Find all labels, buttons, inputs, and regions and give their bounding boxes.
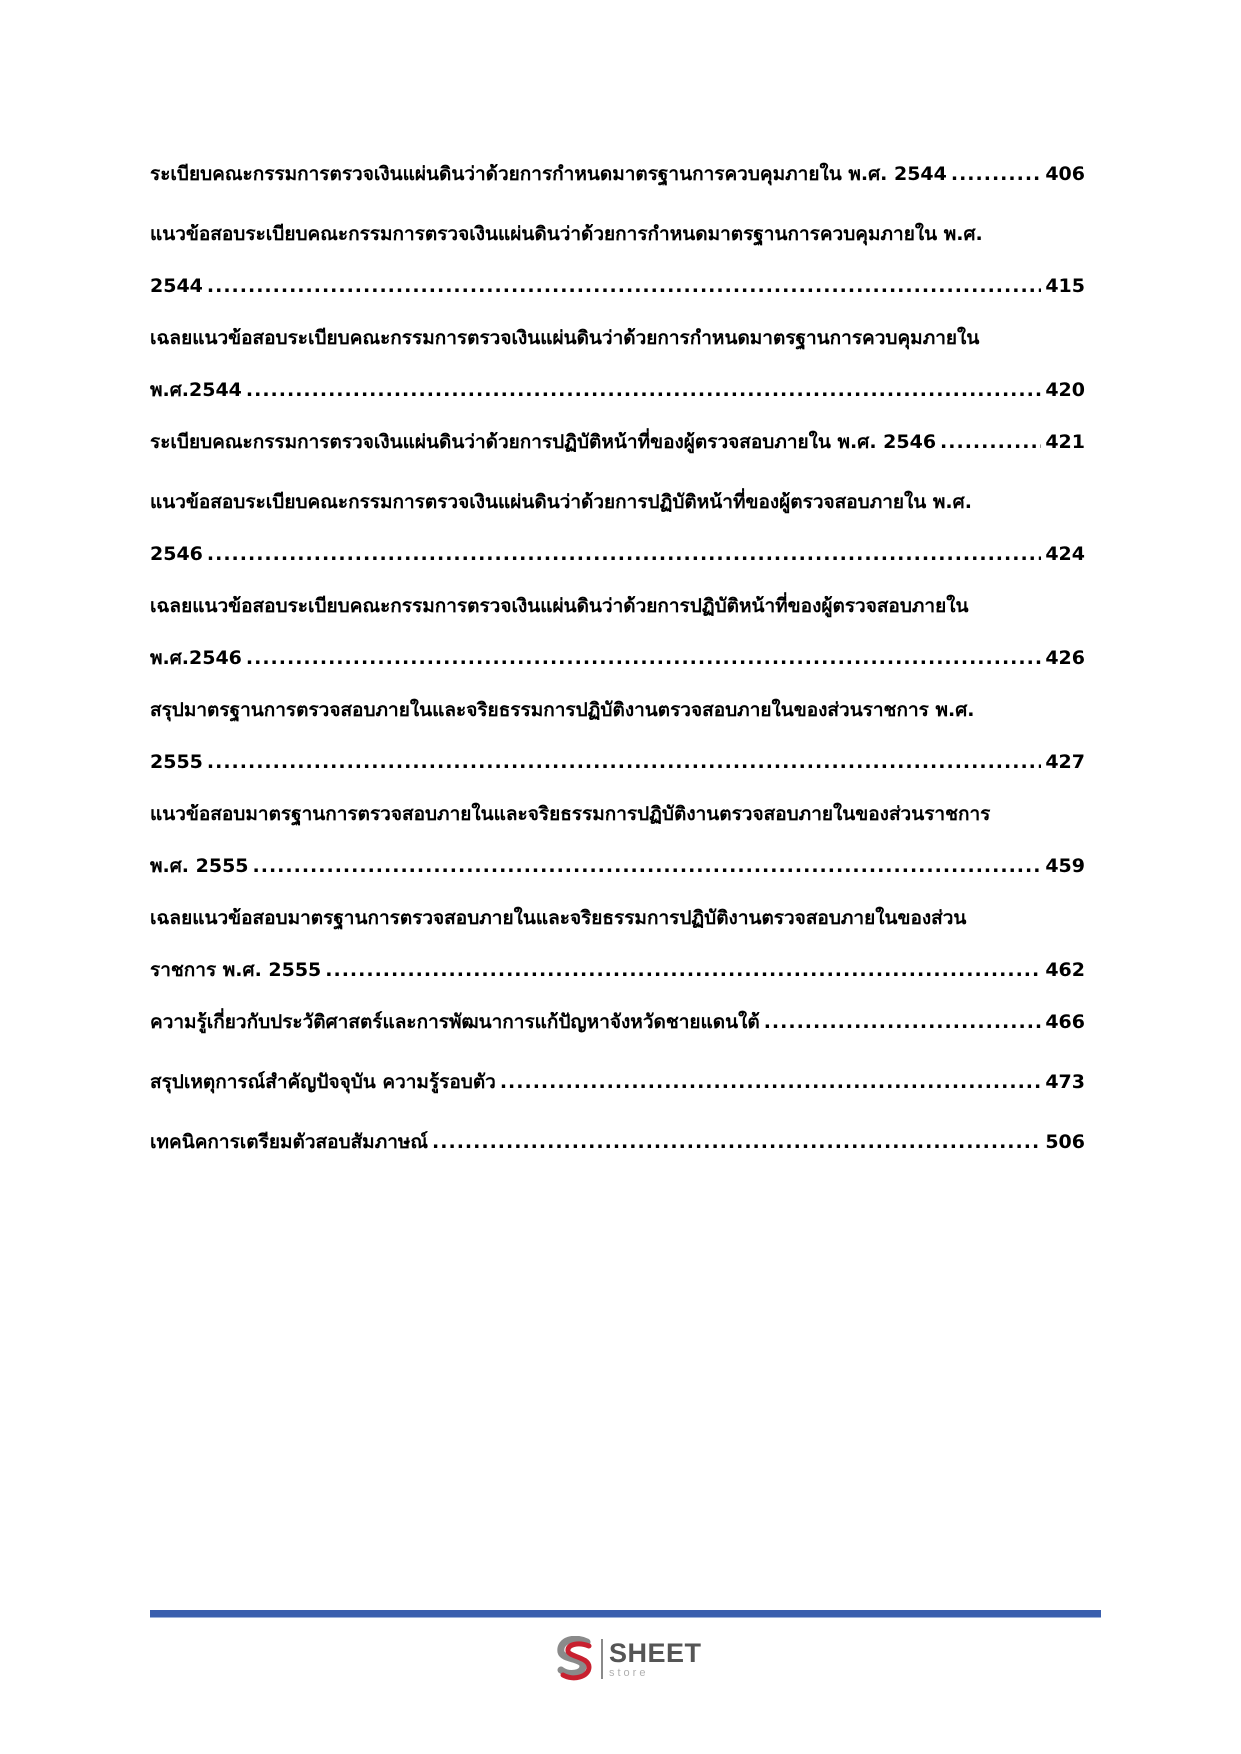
leader-dots bbox=[500, 1056, 1041, 1108]
toc-entry-title: สรุปเหตุการณ์สำคัญปัจจุบัน ความรู้รอบตัว bbox=[150, 1071, 496, 1093]
toc-entry-page: 420 bbox=[1045, 379, 1085, 401]
footer-rule bbox=[150, 1610, 1101, 1617]
leader-dots bbox=[246, 364, 1041, 416]
toc-entry-title-cont: 2544 bbox=[150, 275, 203, 297]
toc-entry-page: 459 bbox=[1045, 855, 1085, 877]
leader-dots bbox=[207, 736, 1041, 788]
toc-entry[interactable] bbox=[150, 476, 1085, 580]
toc-entry-page: 427 bbox=[1045, 751, 1085, 773]
toc-entry-title-cont: พ.ศ.2546 bbox=[150, 647, 242, 669]
toc-entry[interactable] bbox=[150, 788, 1085, 892]
toc-entry-title: เทคนิคการเตรียมตัวสอบสัมภาษณ์ bbox=[150, 1131, 429, 1153]
toc-entry-title: เฉลยแนวข้อสอบมาตรฐานการตรวจสอบภายในและจริยธรรมการปฏิบัติงานตรวจสอบภายในของส่วน bbox=[150, 907, 967, 929]
toc-entry[interactable] bbox=[150, 312, 1085, 416]
toc-entry-title: แนวข้อสอบระเบียบคณะกรรมการตรวจเงินแผ่นดินว่าด้วยการกำหนดมาตรฐานการควบคุมภายใน พ.ศ. bbox=[150, 223, 983, 245]
toc-entry-title: เฉลยแนวข้อสอบระเบียบคณะกรรมการตรวจเงินแผ่นดินว่าด้วยการกำหนดมาตรฐานการควบคุมภายใน bbox=[150, 327, 980, 349]
toc-entry-title: ความรู้เกี่ยวกับประวัติศาสตร์และการพัฒนาการแก้ปัญหาจังหวัดชายแดนใต้ bbox=[150, 1011, 760, 1033]
toc-entry-page: 462 bbox=[1045, 959, 1085, 981]
toc-entry-title-cont: ราชการ พ.ศ. 2555 bbox=[150, 959, 322, 981]
toc-entry-page: 424 bbox=[1045, 543, 1085, 565]
leader-dots bbox=[207, 260, 1041, 312]
toc-entry-title: ระเบียบคณะกรรมการตรวจเงินแผ่นดินว่าด้วยการกำหนดมาตรฐานการควบคุมภายใน พ.ศ. 2544 bbox=[150, 163, 947, 185]
toc-entry[interactable] bbox=[150, 684, 1085, 788]
toc-entry-title: แนวข้อสอบมาตรฐานการตรวจสอบภายในและจริยธรรมการปฏิบัติงานตรวจสอบภายในของส่วนราชการ bbox=[150, 803, 991, 825]
toc-entry-title: เฉลยแนวข้อสอบระเบียบคณะกรรมการตรวจเงินแผ่นดินว่าด้วยการปฏิบัติหน้าที่ของผู้ตรวจสอบภายใน bbox=[150, 595, 969, 617]
leader-dots bbox=[432, 1116, 1041, 1168]
toc-entry-title: สรุปมาตรฐานการตรวจสอบภายในและจริยธรรมการปฏิบัติงานตรวจสอบภายในของส่วนราชการ พ.ศ. bbox=[150, 699, 975, 721]
toc-entry-title-cont: พ.ศ. 2555 bbox=[150, 855, 249, 877]
toc-entry[interactable] bbox=[150, 996, 1085, 1048]
toc-entry[interactable] bbox=[150, 892, 1085, 996]
leader-dots bbox=[951, 148, 1041, 200]
sheet-store-logo bbox=[553, 1635, 713, 1683]
logo-divider bbox=[601, 1639, 603, 1679]
toc-entry-page: 406 bbox=[1045, 163, 1085, 185]
toc-entry[interactable] bbox=[150, 416, 1085, 468]
s-logo-icon bbox=[553, 1636, 597, 1682]
toc-entry[interactable] bbox=[150, 208, 1085, 312]
toc-entry[interactable] bbox=[150, 1056, 1085, 1108]
logo-sub-text: store bbox=[609, 1666, 649, 1679]
leader-dots bbox=[325, 944, 1041, 996]
toc-entry-title: ระเบียบคณะกรรมการตรวจเงินแผ่นดินว่าด้วยการปฏิบัติหน้าที่ของผู้ตรวจสอบภายใน พ.ศ. 2546 bbox=[150, 431, 937, 453]
toc-entry-page: 426 bbox=[1045, 647, 1085, 669]
logo-brand-text: SHEET bbox=[609, 1637, 702, 1668]
leader-dots bbox=[246, 632, 1041, 684]
leader-dots bbox=[940, 416, 1041, 468]
toc-entry-page: 421 bbox=[1045, 431, 1085, 453]
toc-entry-title-cont: พ.ศ.2544 bbox=[150, 379, 242, 401]
toc-entry-title-cont: 2546 bbox=[150, 543, 203, 565]
table-of-contents bbox=[150, 148, 1085, 1176]
leader-dots bbox=[207, 528, 1041, 580]
toc-entry-page: 506 bbox=[1045, 1131, 1085, 1153]
toc-entry[interactable] bbox=[150, 580, 1085, 684]
toc-entry[interactable] bbox=[150, 1116, 1085, 1168]
toc-entry-page: 466 bbox=[1045, 1011, 1085, 1033]
leader-dots bbox=[253, 840, 1042, 892]
toc-entry[interactable] bbox=[150, 148, 1085, 200]
toc-entry-title-cont: 2555 bbox=[150, 751, 203, 773]
leader-dots bbox=[764, 996, 1042, 1048]
toc-entry-title: แนวข้อสอบระเบียบคณะกรรมการตรวจเงินแผ่นดินว่าด้วยการปฏิบัติหน้าที่ของผู้ตรวจสอบภายใน พ.ศ. bbox=[150, 491, 972, 513]
toc-entry-page: 473 bbox=[1045, 1071, 1085, 1093]
toc-entry-page: 415 bbox=[1045, 275, 1085, 297]
